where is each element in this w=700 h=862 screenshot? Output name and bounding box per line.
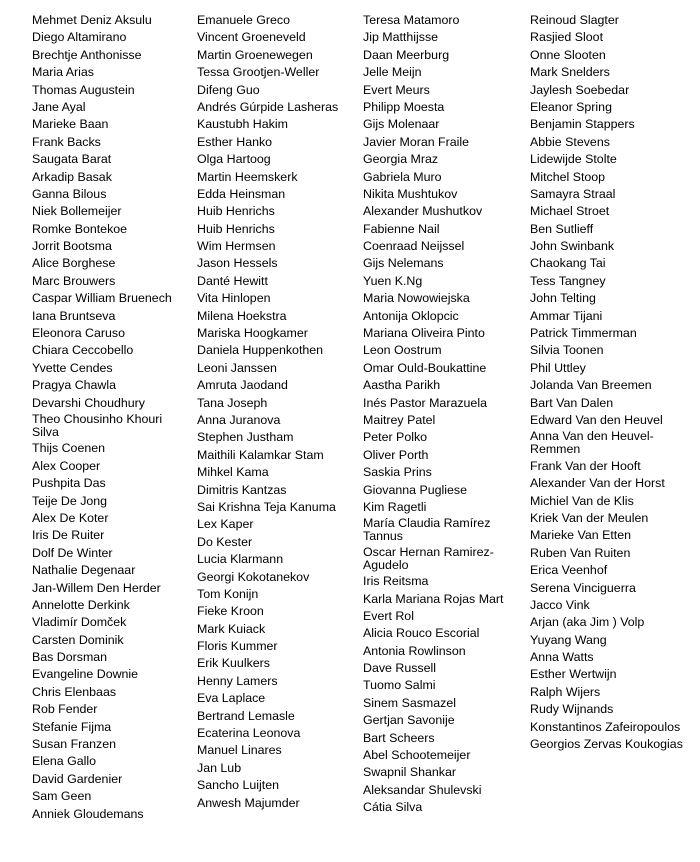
name-entry: Theo Chousinho Khouri Silva: [32, 411, 163, 439]
name-entry: Silvia Toonen: [530, 343, 604, 358]
name-entry: Dolf De Winter: [32, 545, 113, 560]
name-entry: Jacco Vink: [530, 597, 590, 612]
name-entry: Karla Mariana Rojas Mart: [363, 591, 504, 606]
name-entry: Iana Bruntseva: [32, 308, 116, 323]
name-entry: Aleksandar Shulevski: [363, 782, 482, 797]
name-entry: Teresa Matamoro: [363, 13, 460, 27]
name-entry: Ben Sutlieff: [530, 221, 594, 236]
name-entry: Tessa Grootjen-Weller: [197, 65, 320, 80]
name-entry: Gijs Molenaar: [363, 117, 440, 132]
name-entry: Nikita Mushtukov: [363, 186, 458, 201]
name-entry: Frank Backs: [32, 134, 101, 149]
name-entry: Jason Hessels: [197, 256, 278, 271]
name-entry: Reinoud Slagter: [530, 13, 619, 27]
name-entry: Anwesh Majumder: [197, 795, 300, 810]
name-entry: Mark Kuiack: [197, 621, 266, 636]
name-entry: Teije De Jong: [32, 493, 108, 508]
name-entry: Ruben Van Ruiten: [530, 545, 631, 560]
name-entry: Ganna Bilous: [32, 186, 107, 201]
name-entry: Marieke Baan: [32, 117, 109, 132]
name-entry: Eva Laplace: [197, 691, 266, 706]
name-entry: Cátia Silva: [363, 800, 423, 815]
name-entry: Sai Krishna Teja Kanuma: [197, 499, 336, 514]
name-entry: Susan Franzen: [32, 737, 117, 752]
name-entry: Amruta Jaodand: [197, 378, 288, 393]
name-entry: Tess Tangney: [530, 273, 606, 288]
name-entry: Edward Van den Heuvel: [530, 412, 663, 427]
name-entry: Saugata Barat: [32, 152, 112, 167]
name-entry: Alex Cooper: [32, 458, 101, 473]
name-entry: Peter Polko: [363, 430, 428, 445]
name-entry: Gertjan Savonije: [363, 713, 455, 728]
name-entry: Vincent Groeneveld: [197, 30, 306, 45]
name-entry: Eleonora Caruso: [32, 326, 125, 341]
name-entry: Mariska Hoogkamer: [197, 326, 308, 341]
name-entry: Mariana Oliveira Pinto: [363, 326, 485, 341]
name-entry: Marc Brouwers: [32, 273, 116, 288]
name-entry: Anna Van den Heuvel-Remmen: [530, 429, 654, 457]
name-entry: Georgios Zervas Koukogias: [530, 737, 683, 752]
name-entry: Tom Konijn: [197, 586, 259, 601]
name-entry: Maitrey Patel: [363, 412, 436, 427]
name-entry: Pragya Chawla: [32, 378, 117, 393]
name-entry: Benjamin Stappers: [530, 117, 635, 132]
name-entry: John Telting: [530, 291, 596, 306]
name-entry: Lidewijde Stolte: [530, 152, 617, 167]
name-entry: Brechtje Anthonisse: [32, 47, 142, 62]
name-entry: Esther Hanko: [197, 134, 273, 149]
name-entry: Caspar William Bruenech: [32, 291, 172, 306]
name-entry: Dimitris Kantzas: [197, 482, 287, 497]
name-entry: Iris Reitsma: [363, 574, 429, 589]
name-entry: Manuel Linares: [197, 743, 282, 758]
name-entry: Giovanna Pugliese: [363, 482, 468, 497]
name-entry: Michiel Van de Klis: [530, 493, 634, 508]
name-entry: Carsten Dominik: [32, 632, 124, 647]
name-entry: Lucia Klarmann: [197, 552, 284, 567]
name-entry: Georgia Mraz: [363, 152, 439, 167]
name-entry: Leon Oostrum: [363, 343, 442, 358]
name-entry: Emanuele Greco: [197, 13, 290, 27]
name-entry: Alice Borghese: [32, 256, 116, 271]
name-entry: Chiara Ceccobello: [32, 343, 134, 358]
name-entry: Annelotte Derkink: [32, 597, 130, 612]
name-entry: Bart Van Dalen: [530, 395, 614, 410]
name-entry: Elena Gallo: [32, 754, 97, 769]
name-entry: Mihkel Kama: [197, 465, 269, 480]
name-entry: Ecaterina Leonova: [197, 726, 301, 741]
name-entry: Huib Henrichs: [197, 204, 275, 219]
name-entry: Antonija Oklopcic: [363, 308, 459, 323]
name-entry: Thomas Augustein: [32, 82, 135, 97]
name-entry: Pushpita Das: [32, 476, 106, 491]
name-entry: Nathalie Degenaar: [32, 563, 136, 578]
name-entry: Eleanor Spring: [530, 99, 612, 114]
name-entry: Chris Elenbaas: [32, 684, 117, 699]
name-entry: Jip Matthijsse: [363, 30, 439, 45]
name-entry: Daan Meerburg: [363, 47, 450, 62]
name-entry: Vladimír Domček: [32, 615, 127, 630]
name-entry: Jaylesh Soebedar: [530, 82, 630, 97]
name-entry: Yuen K.Ng: [363, 273, 423, 288]
name-entry: Onne Slooten: [530, 47, 606, 62]
name-entry: Phil Uttley: [530, 360, 586, 375]
name-entry: Maithili Kalamkar Stam: [197, 447, 324, 462]
name-entry: Fieke Kroon: [197, 604, 264, 619]
name-entry: Ammar Tijani: [530, 308, 603, 323]
name-entry: Andrés Gúrpide Lasheras: [197, 99, 339, 114]
name-entry: Bart Scheers: [363, 730, 435, 745]
name-entry: Jan Lub: [197, 760, 242, 775]
name-entry: Dave Russell: [363, 661, 436, 676]
name-entry: Sam Geen: [32, 789, 92, 804]
name-entry: Romke Bontekoe: [32, 221, 128, 236]
name-entry: Tuomo Salmi: [363, 678, 436, 693]
name-entry: Milena Hoekstra: [197, 308, 287, 323]
name-entry: Coenraad Neijssel: [363, 239, 465, 254]
name-entry: Stephen Justham: [197, 430, 294, 445]
name-entry: Lex Kaper: [197, 517, 254, 532]
name-entry: Iris De Ruiter: [32, 528, 105, 543]
name-column-2: [197, 13, 357, 813]
name-entry: Alexander Van der Horst: [530, 476, 665, 491]
name-entry: Rudy Wijnands: [530, 702, 614, 717]
name-entry: Arjan (aka Jim ) Volp: [530, 615, 645, 630]
name-column-3: [363, 13, 523, 818]
name-entry: Inés Pastor Marazuela: [363, 395, 487, 410]
name-entry: Vita Hinlopen: [197, 291, 271, 306]
name-entry: Difeng Guo: [197, 82, 260, 97]
name-entry: Alex De Koter: [32, 510, 109, 525]
name-entry: Huib Henrichs: [197, 221, 275, 236]
name-entry: Bertrand Lemasle: [197, 708, 295, 723]
name-entry: Tana Joseph: [197, 395, 268, 410]
name-column-1: [32, 13, 192, 824]
name-entry: Sancho Luijten: [197, 778, 279, 793]
name-entry: Danté Hewitt: [197, 273, 268, 288]
name-entry: Fabienne Nail: [363, 221, 440, 236]
name-entry: Kaustubh Hakim: [197, 117, 288, 132]
name-entry: Sinem Sasmazel: [363, 695, 456, 710]
name-entry: Abel Schootemeijer: [363, 748, 471, 763]
name-entry: Evangeline Downie: [32, 667, 139, 682]
name-entry: Arkadip Basak: [32, 169, 112, 184]
name-entry: Leoni Janssen: [197, 360, 277, 375]
name-entry: Stefanie Fijma: [32, 719, 112, 734]
name-entry: Do Kester: [197, 534, 253, 549]
name-entry: Evert Rol: [363, 608, 414, 623]
name-entry: Thijs Coenen: [32, 441, 106, 456]
name-entry: Erica Veenhof: [530, 563, 608, 578]
name-entry: Jan-Willem Den Herder: [32, 580, 161, 595]
name-entry: Aastha Parikh: [363, 378, 441, 393]
name-entry: Maria Nowowiejska: [363, 291, 470, 306]
name-entry: Marieke Van Etten: [530, 528, 632, 543]
name-entry: Samayra Straal: [530, 186, 616, 201]
name-entry: Patrick Timmerman: [530, 326, 637, 341]
name-entry: Jorrit Bootsma: [32, 239, 112, 254]
name-entry: Jane Ayal: [32, 99, 86, 114]
name-entry: Oscar Hernan Ramirez-Agudelo: [363, 544, 494, 572]
name-entry: Georgi Kokotanekov: [197, 569, 310, 584]
name-entry: Erik Kuulkers: [197, 656, 270, 671]
name-entry: Antonia Rowlinson: [363, 643, 466, 658]
name-entry: Olga Hartoog: [197, 152, 271, 167]
name-entry: Daniela Huppenkothen: [197, 343, 324, 358]
name-entry: Serena Vinciguerra: [530, 580, 636, 595]
name-entry: Anna Watts: [530, 650, 594, 665]
name-entry: Anniek Gloudemans: [32, 806, 144, 821]
name-entry: Kim Ragetli: [363, 499, 427, 514]
name-entry: Mehmet Deniz Aksulu: [32, 13, 152, 27]
name-entry: Gijs Nelemans: [363, 256, 444, 271]
name-entry: Niek Bollemeijer: [32, 204, 122, 219]
name-entry: Mark Snelders: [530, 65, 610, 80]
name-entry: Devarshi Choudhury: [32, 395, 145, 410]
name-entry: Jelle Meijn: [363, 65, 422, 80]
name-entry: Anna Juranova: [197, 412, 281, 427]
name-entry: Kriek Van der Meulen: [530, 510, 649, 525]
name-entry: Frank Van der Hooft: [530, 458, 641, 473]
name-entry: Jolanda Van Breemen: [530, 378, 652, 393]
name-entry: Edda Heinsman: [197, 186, 286, 201]
name-entry: Mitchel Stoop: [530, 169, 606, 184]
name-entry: Alicia Rouco Escorial: [363, 626, 480, 641]
name-entry: Maria Arias: [32, 65, 94, 80]
name-entry: Evert Meurs: [363, 82, 430, 97]
name-entry: María Claudia Ramírez Tannus: [363, 516, 491, 544]
name-entry: Abbie Stevens: [530, 134, 610, 149]
name-entry: Esther Wertwijn: [530, 667, 617, 682]
name-entry: Konstantinos Zafeiropoulos: [530, 719, 681, 734]
name-entry: Henny Lamers: [197, 673, 278, 688]
name-entry: Martin Heemskerk: [197, 169, 298, 184]
name-entry: Michael Stroet: [530, 204, 610, 219]
name-entry: Gabriela Muro: [363, 169, 442, 184]
name-entry: Wim Hermsen: [197, 239, 276, 254]
name-column-4: [530, 13, 698, 754]
name-entry: Rasjied Sloot: [530, 30, 604, 45]
name-entry: Alexander Mushutkov: [363, 204, 483, 219]
name-entry: Yuyang Wang: [530, 632, 607, 647]
name-entry: Diego Altamirano: [32, 30, 127, 45]
name-entry: Saskia Prins: [363, 465, 432, 480]
name-entry: Bas Dorsman: [32, 650, 108, 665]
name-entry: Oliver Porth: [363, 447, 429, 462]
name-entry: David Gardenier: [32, 771, 123, 786]
name-entry: John Swinbank: [530, 239, 615, 254]
name-entry: Swapnil Shankar: [363, 765, 456, 780]
name-entry: Martin Groenewegen: [197, 47, 313, 62]
name-entry: Javier Moran Fraile: [363, 134, 470, 149]
name-entry: Ralph Wijers: [530, 684, 601, 699]
name-entry: Floris Kummer: [197, 639, 278, 654]
name-entry: Yvette Cendes: [32, 360, 113, 375]
name-entry: Rob Fender: [32, 702, 98, 717]
name-entry: Chaokang Tai: [530, 256, 606, 271]
name-entry: Omar Ould-Boukattine: [363, 360, 487, 375]
name-entry: Philipp Moesta: [363, 99, 445, 114]
